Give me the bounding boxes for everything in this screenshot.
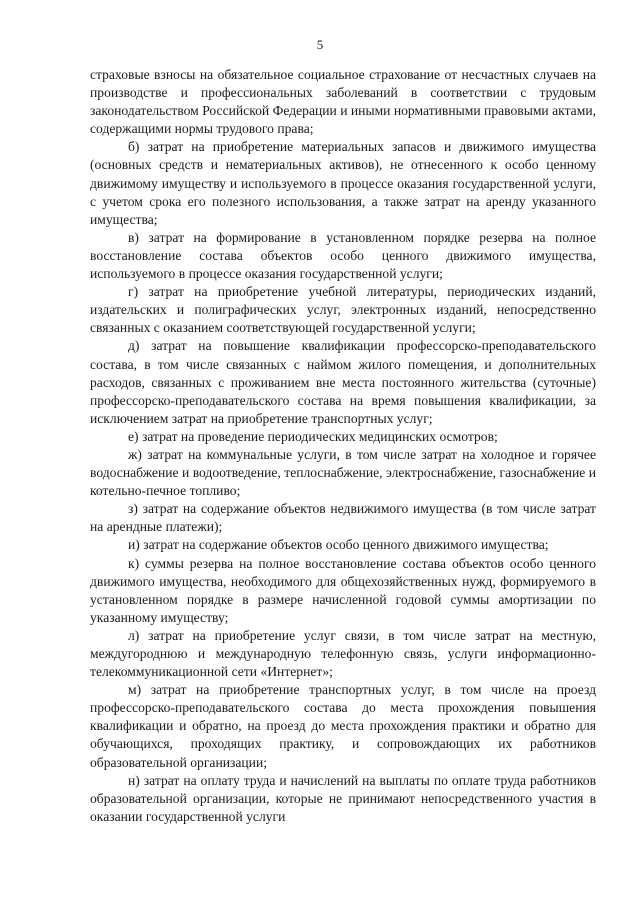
paragraph-item-e: е) затрат на проведение периодических медицинских осмотров;	[128, 428, 498, 444]
paragraph-item-n: н) затрат на оплату труда и начислений на выплаты по оплате труда работников образовательной организации, которые не принимают непосредственного участия в оказании государственной услуги	[90, 772, 596, 824]
paragraph-item-z: з) затрат на содержание объектов недвижимого имущества (в том числе затрат на арендные платежи);	[90, 501, 596, 535]
paragraph-item-zh: ж) затрат на коммунальные услуги, в том числе затрат на холодное и горячее водоснабжение и водоотведение, теплоснабжение, электроснабжение, газоснабжение и котельно-печное топливо;	[90, 446, 596, 499]
paragraph-item-k: к) суммы резерва на полное восстановление состава объектов особо ценного движимого имущества, необходимого для общехозяйственных нужд, формируемого в установленном порядке в размере начисленной годовой суммы амортизации по указанному имуществу;	[90, 555, 596, 625]
paragraph-item-d: д) затрат на повышение квалификации профессорско-преподавательского состава, в том числе связанных с наймом жилого помещения, и дополнительных расходов, связанных с проживанием вне места постоянного жительства (суточные) профессорско-преподавательского состава на время повышения квалификации, за исключением затрат на приобретение транспортных услуг;	[90, 338, 596, 426]
paragraph-item-i: и) затрат на содержание объектов особо ценного движимого имущества;	[128, 537, 549, 553]
page-number: 5	[316, 37, 324, 52]
paragraph-item-b: б) затрат на приобретение материальных запасов и движимого имущества (основных средств и нематериальных активов), не отнесенного к особо ценному движимому имуществу и используемого в процессе оказания государственной услуги, с учетом срока его полезного использования, а также затрат на аренду указанного имущества;	[90, 139, 596, 227]
paragraph-item-m: м) затрат на приобретение транспортных услуг, в том числе на проезд профессорско-преподавательского состава до места прохождения повышения квалификации и обратно, на проезд до места прохождения практики и обратно для обучающихся, проходящих практику, и сопровождающих их работников образовательной организации;	[90, 682, 596, 770]
document-body	[90, 66, 596, 826]
paragraph-continuation: страховые взносы на обязательное социальное страхование от несчастных случаев на производстве и профессиональных заболеваний в соответствии с трудовым законодательством Российской Федерации и иными нормативными правовыми актами, содержащими нормы трудового права;	[90, 67, 596, 137]
paragraph-item-v: в) затрат на формирование в установленном порядке резерва на полное восстановление состава объектов особо ценного движимого имущества, используемого в процессе оказания государственной услуги;	[90, 229, 596, 282]
paragraph-item-l: л) затрат на приобретение услуг связи, в том числе затрат на местную, междугороднюю и международную телефонную связь, услуги информационно-телекоммуникационной сети «Интернет»;	[90, 627, 596, 680]
paragraph-item-g: г) затрат на приобретение учебной литературы, периодических изданий, издательских и полиграфических услуг, электронных изданий, непосредственно связанных с оказанием соответствующей государственной услуги;	[90, 284, 596, 336]
